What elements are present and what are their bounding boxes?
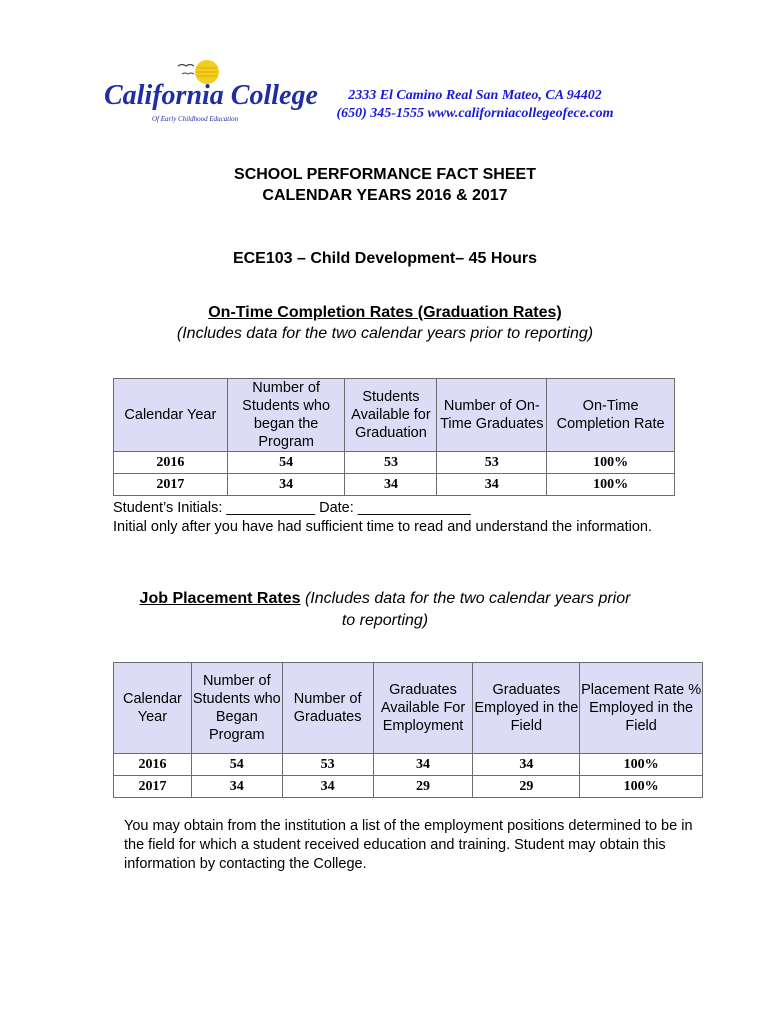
logo-text: California College — [104, 80, 318, 111]
table-row — [114, 474, 675, 496]
table-header-row — [114, 663, 703, 754]
table-row — [114, 452, 675, 474]
completion-table — [113, 378, 675, 496]
bird-icon — [178, 65, 194, 67]
table-cell: 100% — [547, 452, 675, 474]
document-title — [0, 164, 770, 206]
table-cell: 34 — [191, 776, 282, 798]
table-cell: 34 — [373, 754, 473, 776]
college-address — [300, 87, 650, 123]
logo-tagline: Of Early Childhood Education — [152, 115, 239, 123]
placement-heading-title: Job Placement Rates — [139, 590, 301, 607]
table-header-row — [114, 379, 675, 452]
table-cell: 53 — [282, 754, 373, 776]
placement-heading-note-cont: to reporting) — [341, 612, 429, 629]
table-cell: 100% — [580, 754, 703, 776]
col-placement-rate: Placement Rate % Employed in the Field — [580, 663, 703, 754]
college-logo — [104, 58, 318, 130]
table-cell: 34 — [473, 754, 580, 776]
col-students-available: Students Available for Graduation — [345, 379, 437, 452]
contact-line: (650) 345-1555 www.californiacollegeofece.com — [336, 106, 614, 121]
initials-line: Student’s Initials: ___________ Date: ______________ — [113, 500, 471, 516]
placement-heading-note: (Includes data for the two calendar years prior — [304, 590, 631, 607]
table-cell: 2016 — [114, 452, 228, 474]
bird-icon — [182, 73, 194, 74]
col-students-began: Number of Students who began the Program — [227, 379, 345, 452]
table-cell: 29 — [373, 776, 473, 798]
col-graduates-employed: Graduates Employed in the Field — [473, 663, 580, 754]
table-cell: 53 — [345, 452, 437, 474]
address-line: 2333 El Camino Real San Mateo, CA 94402 — [348, 88, 602, 103]
table-row — [114, 776, 703, 798]
col-completion-rate: On-Time Completion Rate — [547, 379, 675, 452]
table-cell: 54 — [227, 452, 345, 474]
table-cell: 34 — [345, 474, 437, 496]
employment-positions-note: You may obtain from the institution a list of the employment positions determined to be in the field for which a student received education and training. Student may obtain this information by contacting the College. — [124, 818, 693, 872]
completion-subheading: (Includes data for the two calendar years prior to reporting) — [176, 325, 594, 342]
logo-graphic — [104, 58, 318, 130]
table-row — [114, 754, 703, 776]
table-cell: 54 — [191, 754, 282, 776]
placement-table — [113, 662, 703, 798]
table-cell: 100% — [580, 776, 703, 798]
table-cell: 34 — [227, 474, 345, 496]
title-line-1: SCHOOL PERFORMANCE FACT SHEET — [234, 166, 536, 183]
col-calendar-year: Calendar Year — [114, 663, 192, 754]
col-students-began: Number of Students who Began Program — [191, 663, 282, 754]
table-cell: 2017 — [114, 474, 228, 496]
completion-heading: On-Time Completion Rates (Graduation Rates) — [208, 304, 562, 321]
col-graduates-available: Graduates Available For Employment — [373, 663, 473, 754]
table-cell: 2017 — [114, 776, 192, 798]
table-cell: 34 — [282, 776, 373, 798]
table-cell: 29 — [473, 776, 580, 798]
table-cell: 2016 — [114, 754, 192, 776]
col-calendar-year: Calendar Year — [114, 379, 228, 452]
table-cell: 100% — [547, 474, 675, 496]
table-cell: 34 — [437, 474, 547, 496]
placement-heading — [0, 590, 770, 608]
title-line-2: CALENDAR YEARS 2016 & 2017 — [262, 187, 508, 204]
table-cell: 53 — [437, 452, 547, 474]
course-title: ECE103 – Child Development– 45 Hours — [232, 250, 538, 267]
col-ontime-graduates: Number of On-Time Graduates — [437, 379, 547, 452]
initials-instruction: Initial only after you have had sufficient time to read and understand the information. — [113, 519, 652, 535]
col-number-graduates: Number of Graduates — [282, 663, 373, 754]
